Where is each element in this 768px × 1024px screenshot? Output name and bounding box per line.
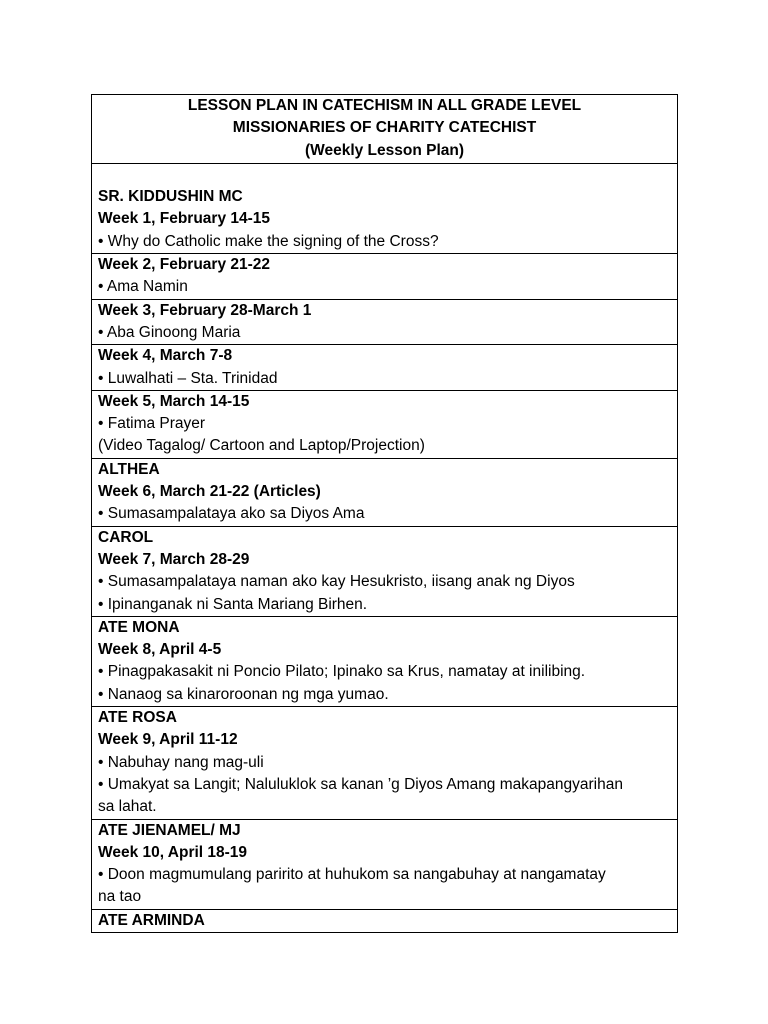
row-item: • Doon magmumulang paririto at huhukom sa nangabuhay at nangamatay bbox=[98, 866, 606, 884]
row-heading: Week 3, February 28-March 1 bbox=[98, 301, 312, 319]
row-item: • Sumasampalataya ako sa Diyos Ama bbox=[98, 505, 365, 523]
row-heading: SR. KIDDUSHIN MC bbox=[98, 188, 243, 206]
row-item: na tao bbox=[98, 888, 142, 906]
row-heading: Week 9, April 11-12 bbox=[98, 731, 238, 749]
row-heading: Week 1, February 14-15 bbox=[98, 210, 271, 228]
row-heading: Week 2, February 21-22 bbox=[98, 256, 271, 274]
row-item: sa lahat. bbox=[98, 798, 157, 816]
row-heading: ATE MONA bbox=[98, 618, 180, 636]
row-spacer bbox=[98, 164, 671, 186]
row-heading: Week 4, March 7-8 bbox=[98, 347, 233, 365]
row-item: • Aba Ginoong Maria bbox=[98, 323, 241, 341]
table-row bbox=[92, 254, 677, 300]
header-title: LESSON PLAN IN CATECHISM IN ALL GRADE LEVEL bbox=[187, 97, 582, 114]
row-item: • Fatima Prayer bbox=[98, 415, 206, 433]
table-row bbox=[92, 617, 677, 707]
row-item: • Umakyat sa Langit; Naluluklok sa kanan ’g Diyos Amang makapangyarihan bbox=[98, 775, 623, 793]
row-item: • Why do Catholic make the signing of the Cross? bbox=[98, 232, 439, 250]
row-item: • Luwalhati – Sta. Trinidad bbox=[98, 369, 278, 387]
lesson-plan-table bbox=[91, 94, 678, 933]
row-heading: CAROL bbox=[98, 528, 154, 546]
table-row bbox=[92, 391, 677, 459]
table-row bbox=[92, 910, 677, 932]
table-header bbox=[92, 95, 677, 164]
table-row bbox=[92, 300, 677, 346]
row-heading: Week 7, March 28-29 bbox=[98, 550, 250, 568]
table-row bbox=[92, 527, 677, 617]
table-body bbox=[92, 164, 677, 932]
row-item: • Pinagpakasakit ni Poncio Pilato; Ipinako sa Krus, namatay at inilibing. bbox=[98, 663, 586, 681]
row-item: • Nabuhay nang mag-uli bbox=[98, 753, 264, 771]
row-heading: Week 5, March 14-15 bbox=[98, 392, 250, 410]
row-item: • Sumasampalataya naman ako kay Hesukristo, iisang anak ng Diyos bbox=[98, 573, 575, 591]
table-row bbox=[92, 707, 677, 819]
table-row bbox=[92, 820, 677, 910]
row-item: • Nanaog sa kinaroroonan ng mga yumao. bbox=[98, 685, 389, 703]
row-heading: Week 10, April 18-19 bbox=[98, 843, 248, 861]
table-row bbox=[92, 459, 677, 527]
row-item: (Video Tagalog/ Cartoon and Laptop/Projection) bbox=[98, 437, 425, 455]
row-heading: ATE JIENAMEL/ MJ bbox=[98, 821, 241, 839]
table-row bbox=[92, 164, 677, 254]
row-heading: Week 6, March 21-22 (Articles) bbox=[98, 483, 321, 501]
row-heading: ATE ARMINDA bbox=[98, 911, 205, 929]
row-heading: Week 8, April 4-5 bbox=[98, 641, 222, 659]
row-item: • Ama Namin bbox=[98, 278, 188, 296]
row-heading: ATE ROSA bbox=[98, 709, 177, 727]
header-caption: (Weekly Lesson Plan) bbox=[304, 141, 465, 159]
header-subtitle: MISSIONARIES OF CHARITY CATECHIST bbox=[232, 119, 537, 137]
table-row bbox=[92, 345, 677, 391]
row-item: • Ipinanganak ni Santa Mariang Birhen. bbox=[98, 595, 368, 613]
row-heading: ALTHEA bbox=[98, 460, 160, 478]
